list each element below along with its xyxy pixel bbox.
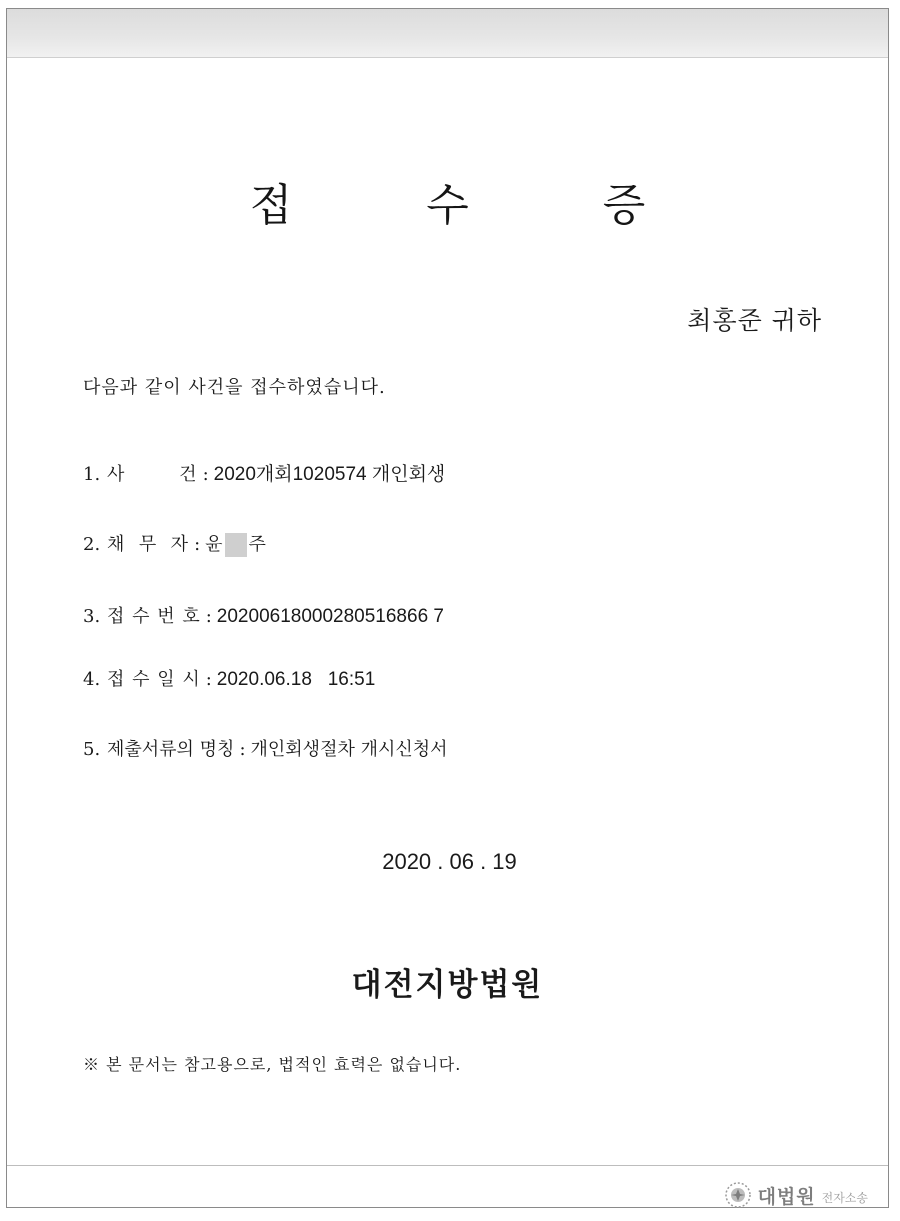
- field-colon: :: [194, 534, 201, 555]
- recipient-name: 최홍준 귀하: [687, 306, 822, 335]
- header-band: [7, 9, 888, 58]
- logo-main-text: 대법원: [757, 1185, 816, 1208]
- document-page: [6, 8, 889, 1208]
- debtor-name-first: 윤: [205, 534, 223, 555]
- field-label: 채 무 자: [107, 534, 190, 555]
- field-label: 제출서류의 명칭: [107, 739, 235, 760]
- field-number: 5.: [83, 739, 101, 760]
- field-debtor: [83, 530, 266, 560]
- field-number: 2.: [83, 534, 101, 555]
- field-number: 3.: [83, 606, 101, 627]
- field-number: 1.: [83, 464, 101, 485]
- field-colon: :: [205, 606, 212, 627]
- footer-divider: [7, 1165, 888, 1166]
- court-seal-icon: [724, 1181, 752, 1209]
- field-colon: :: [205, 669, 212, 690]
- field-label: 접 수 일 시: [107, 669, 201, 690]
- intro-text: 다음과 같이 사건을 접수하였습니다.: [83, 377, 386, 398]
- field-label: 사 건: [107, 464, 198, 485]
- redaction-block: [225, 533, 247, 557]
- court-name: 대전지방법원: [351, 967, 544, 1003]
- field-value: 2020.06.18 16:51: [216, 669, 376, 690]
- logo-sub-text: 전자소송: [821, 1190, 868, 1205]
- field-colon: :: [239, 739, 246, 760]
- field-value: 2020개회1020574 개인회생: [213, 464, 446, 485]
- field-value: 개인회생절차 개시신청서: [250, 739, 448, 760]
- disclaimer-notice: ※ 본 문서는 참고용으로, 법적인 효력은 없습니다.: [83, 1055, 462, 1074]
- field-receipt-datetime: [83, 665, 375, 695]
- debtor-name-last: 주: [248, 534, 266, 555]
- field-value: 20200618000280516866 7: [216, 606, 444, 627]
- issue-date: 2020 . 06 . 19: [382, 849, 517, 874]
- field-document-name: [83, 735, 448, 765]
- document-title: 접 수 증: [249, 180, 706, 231]
- field-colon: :: [202, 464, 209, 485]
- field-receipt-number: [83, 602, 444, 632]
- field-label: 접 수 번 호: [107, 606, 201, 627]
- supreme-court-logo: [724, 1181, 868, 1209]
- field-case: [83, 459, 445, 489]
- field-number: 4.: [83, 669, 101, 690]
